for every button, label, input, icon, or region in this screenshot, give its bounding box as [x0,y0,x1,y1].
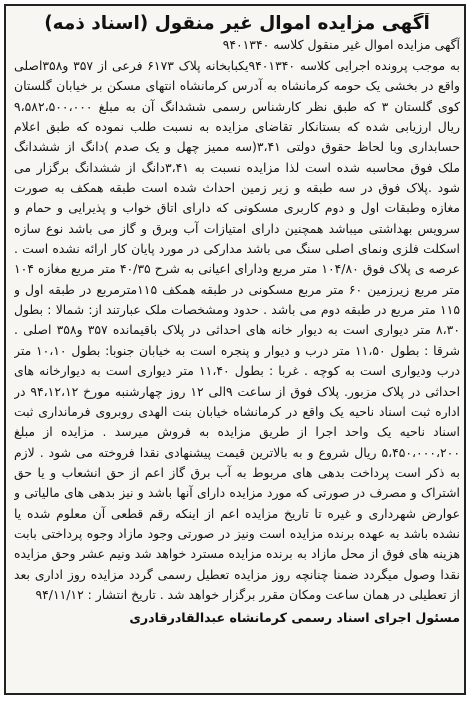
notice-subtitle: آگهی مزایده اموال غیر منقول کلاسه ۹۴۰۱۳۴۰ [222,37,460,52]
notice-frame [4,4,466,695]
notice-title: آگهی مزایده اموال غیر منقول (اسناد ذمه) [44,13,430,34]
notice-signature: مسئول اجرای اسناد رسمی کرمانشاه عبدالقادرقادری [129,610,460,626]
notice-content [14,13,460,688]
notice-body: به موجب پرونده اجرایی کلاسه ۹۴۰۱۳۴۰یکبابخانه پلاک ۶۱۷۳ فرعی از ۳۵۷ و۳۵۸اصلی واقع در بخشی یک حومه کرمانشاه به آدرس کرمانشاه انتهای مسکن بر خیابان گلستان کوی گلستان ۳ که طبق نظر کارشناس رسمی ششدانگ آن به مبلغ ۹،۵۸۲،۵۰۰،۰۰۰ ریال ارزیابی شده که بستانکار تقاضای مزایده به نسبت طلب نموده که طبق اعلام حسابداری وبا لحاظ حقوق دولتی ۳،۴۱(سه ممیز چهل و یک صدم )دانگ از ششدانگ ملک فوق محاسبه شده است لذا مزایده نسبت به ۳،۴۱دانگ از ششدانگ برگزار می شود .پلاک فوق در سه طبقه و زیر زمین احداث شده است طبقه همکف به صورت مغازه وطبقات اول و دوم کاربری مسکونی که دارای اتاق خواب و پذیرایی و حمام و سرویس بهداشتی میباشد همچنین دارای امتیازات آب وبرق و گاز می باشد نوع سازه اسکلت فلزی ونمای اصلی سنگ می باشد مدارکی در مورد پایان کار ارائه نشده است . عرصه ی پلاک فوق ۱۰۴/۸۰ متر مربع ودارای اعیانی به شرح ۴۰/۳۵ متر مربع مغازه ۱۰۴ متر مربع زیرزمین ۶۰ متر مربع مسکونی در طبقه همکف ۱۱۵مترمربع در طبقه اول و ۱۱۵ متر مربع در طبقه دوم می باشد . حدود ومشخصات ملک عبارتند از: شمالا : بطول ۸،۳۰ متر دیواری است به دیوار خانه های احداثی در پلاک باقیمانده ۳۵۷ و۳۵۸ اصلی . شرقا : بطول ۱۱،۵۰ متر درب و دیوار و پنجره است به خیابان جنوبا: بطول ۱۰،۱۰ متر درب ودیواری است به کوچه . غربا : بطول ۱۱،۴۰ متر دیواری است به دیوارخانه های احداثی در پلاک مزبور. پلاک فوق از ساعت ۹الی ۱۲ روز چهارشنبه مورخ ۹۴،۱۲،۱۲ در اداره ثبت اسناد ناحیه یک واقع در کرمانشاه خیابان بنت الهدی روبروی فرمانداری ثبت اسناد ناحیه یک واحد اجرا از طریق مزایده به فروش میرسد . مزایده از مبلغ ۵،۴۵۰،۰۰۰،۲۰۰ ریال شروع و به بالاترین قیمت پیشنهادی نقدا فروخته می شود . لازم به ذکر است پرداخت بدهی های مربوط به آب برق گاز اعم از حق انشعاب و یا حق اشتراک و مصرف در صورتی که مورد مزایده دارای آنها باشد و نیز بدهی های مالیاتی و عوارض شهرداری و غیره تا تاریخ مزایده اعم از اینکه رقم قطعی آن معلوم شده یا نشده باشد به عهده برنده مزایده است ونیز در صورتی وجود مازاد وجوه پرداختی بابت هزینه های فوق از محل مازاد به برنده مزایده مسترد خواهد شد ونیم عشر وحق مزایده نقدا وصول میگردد ضمنا چنانچه روز مزایده تعطیل رسمی گردد مزایده روز اداری بعد از تعطیلی در همان ساعت ومکان مقرر برگزار خواهد شد . تاریخ انتشار : ۹۴/۱۱/۱۲ [14,58,460,602]
